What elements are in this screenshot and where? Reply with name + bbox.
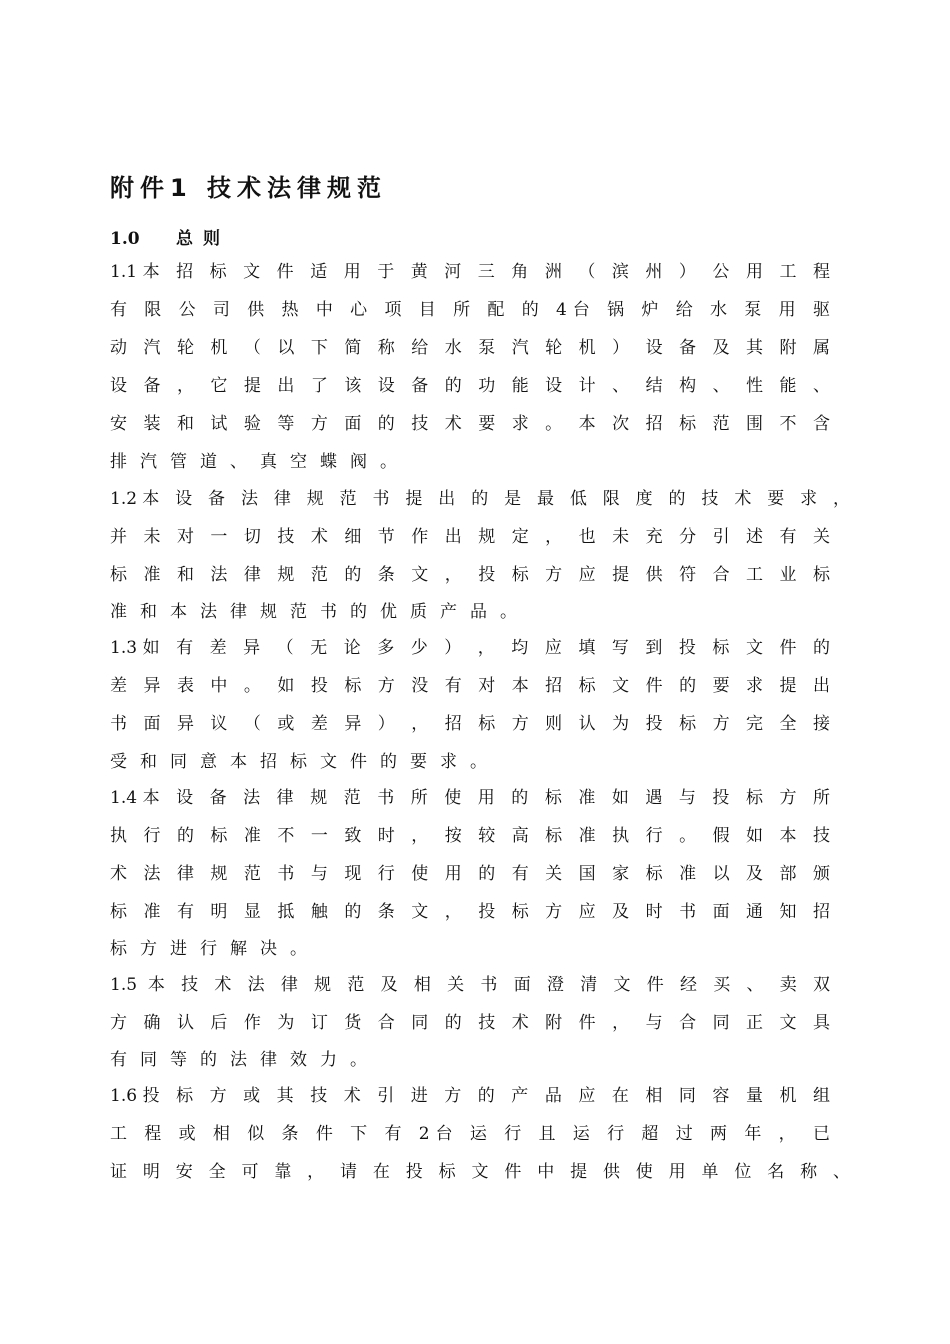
body-line: 标方进行解决。 — [110, 939, 320, 959]
body-line: 标 准 有 明 显 抵 触 的 条 文 ， 投 标 方 应 及 时 书 面 通 知 招 — [110, 902, 830, 922]
body-line: 1.6投 标 方 或 其 技 术 引 进 方 的 产 品 应 在 相 同 容 量 机 组 — [110, 1086, 830, 1106]
body-line: 排汽管道、真空蝶阀。 — [110, 452, 410, 472]
body-line: 标 准 和 法 律 规 范 的 条 文 ， 投 标 方 应 提 供 符 合 工 业 标 — [110, 565, 830, 585]
body-line: 方 确 认 后 作 为 订 货 合 同 的 技 术 附 件 ， 与 合 同 正 文 具 — [110, 1013, 830, 1033]
body-line: 1.5 本 技 术 法 律 规 范 及 相 关 书 面 澄 清 文 件 经 买 、 卖 双 — [110, 975, 830, 995]
body-line: 1.2本 设 备 法 律 规 范 书 提 出 的 是 最 低 限 度 的 技 术 要 求 ， — [110, 489, 850, 509]
body-line: 有 限 公 司 供 热 中 心 项 目 所 配 的 4台 锅 炉 给 水 泵 用 驱 — [110, 300, 830, 320]
body-line: 证 明 安 全 可 靠 ， 请 在 投 标 文 件 中 提 供 使 用 单 位 名 称 、 — [110, 1162, 850, 1182]
body-line: 动 汽 轮 机 （ 以 下 简 称 给 水 泵 汽 轮 机 ） 设 备 及 其 附 属 — [110, 338, 830, 358]
body-line: 准和本法律规范书的优质产品。 — [110, 602, 530, 622]
body-line: 1.4本 设 备 法 律 规 范 书 所 使 用 的 标 准 如 遇 与 投 标 方 所 — [110, 788, 830, 808]
body-line: 并 未 对 一 切 技 术 细 节 作 出 规 定 ， 也 未 充 分 引 述 有 关 — [110, 527, 830, 547]
body-line: 执 行 的 标 准 不 一 致 时 ， 按 较 高 标 准 执 行 。 假 如 本 技 — [110, 826, 830, 846]
section-heading — [110, 224, 230, 249]
document-title: 附件1 技术法律规范 — [110, 174, 388, 202]
section-name: 总则 — [176, 229, 230, 249]
body-line: 书 面 异 议 （ 或 差 异 ） ， 招 标 方 则 认 为 投 标 方 完 全 接 — [110, 714, 830, 734]
body-line: 设 备 ， 它 提 出 了 该 设 备 的 功 能 设 计 、 结 构 、 性 能 、 — [110, 376, 830, 396]
body-line: 术 法 律 规 范 书 与 现 行 使 用 的 有 关 国 家 标 准 以 及 部 颁 — [110, 864, 830, 884]
body-line: 差 异 表 中 。 如 投 标 方 没 有 对 本 招 标 文 件 的 要 求 提 出 — [110, 676, 830, 696]
body-line: 受和同意本招标文件的要求。 — [110, 752, 500, 772]
body-line: 安 装 和 试 验 等 方 面 的 技 术 要 求 。 本 次 招 标 范 围 不 含 — [110, 414, 830, 434]
section-number: 1.0 — [110, 229, 140, 249]
body-line: 1.3如 有 差 异 （ 无 论 多 少 ） ， 均 应 填 写 到 投 标 文 件 的 — [110, 638, 830, 658]
body-line: 有同等的法律效力。 — [110, 1050, 380, 1070]
body-line: 工 程 或 相 似 条 件 下 有 2台 运 行 且 运 行 超 过 两 年 ， 已 — [110, 1124, 830, 1144]
body-line: 1.1本 招 标 文 件 适 用 于 黄 河 三 角 洲 （ 滨 州 ） 公 用 工 程 — [110, 262, 830, 282]
